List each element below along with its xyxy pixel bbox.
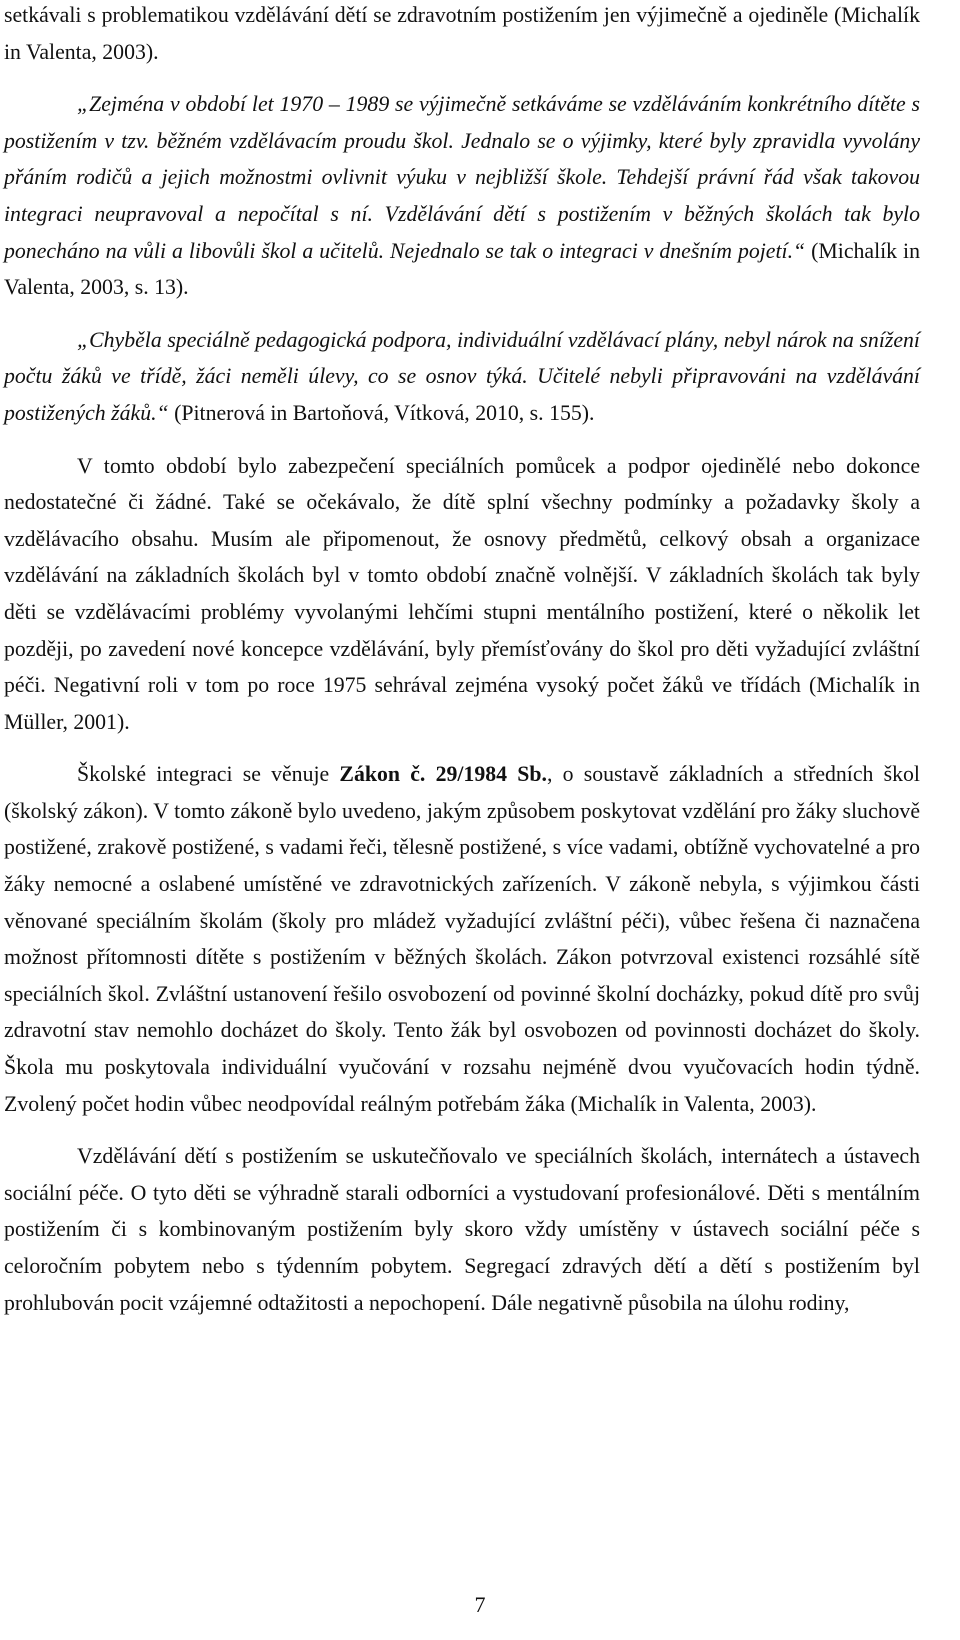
text-run: setkávali s problematikou vzdělávání dětí se zdravotním postižením jen výjimečně a ojediněle (Michalík in Valenta, 2003). bbox=[4, 3, 920, 64]
body-text bbox=[4, 0, 920, 1321]
page-number: 7 bbox=[474, 1592, 486, 1617]
paragraph-4 bbox=[4, 448, 920, 741]
citation: (Michalík in Valenta, 2003, s. 13). bbox=[4, 238, 920, 300]
paragraph-3-quote bbox=[4, 322, 920, 432]
quote-text: „Zejména v období let 1970 – 1989 se výjimečně setkáváme se vzděláváním konkrétního dítěte s postižením v tzv. běžném vzdělávacím proudu škol. Jednalo se o výjimky, které byly zpravidla vyvolány přáním rodičů a jejich možnostmi ovlivnit výuku v nejbližší škole. Tehdejší právní řád však takovou integraci neupravoval a nepočítal s ní. Vzdělávání dětí s postižením v běžných školách tak bylo ponecháno na vůli a libovůli škol a učitelů. Nejednalo se tak o integraci v dnešním pojetí.“ bbox=[4, 92, 920, 263]
text-run: V tomto období bylo zabezpečení speciálních pomůcek a podpor ojedinělé nebo dokonce nedostatečné či žádné. Také se očekávalo, že dítě splní všechny podmínky a požadavky školy a vzdělávacího obsahu. Musím ale připomenout, že osnovy předmětů, celkový obsah a organizace vzdělávání na základních školách byl v tomto období značně volnější. V základních školách tak byly děti se vzdělávacími problémy vyvolanými lehčími stupni mentálního postižení, které o několik let později, po zavedení nové koncepce vzdělávání, byly přemísťovány do škol pro děti vyžadující zvláštní péči. Negativní roli v tom po roce 1975 sehrával zejména vysoký počet žáků ve třídách (Michalík in Müller, 2001). bbox=[4, 453, 920, 734]
citation: (Pitnerová in Bartoňová, Vítková, 2010, s. 155). bbox=[168, 400, 595, 425]
paragraph-5 bbox=[4, 756, 920, 1122]
paragraph-6 bbox=[4, 1138, 920, 1321]
text-run: Vzdělávání dětí s postižením se uskutečňovalo ve speciálních školách, internátech a ústavech sociální péče. O tyto děti se výhradně starali odborníci a vystudovaní profesionálové. Děti s mentálním postižením či s kombinovaným postižením byly skoro vždy umístěny v ústavech sociální péče s celoročním pobytem nebo s týdenním pobytem. Segregací zdravých dětí a dětí s postižením byl prohlubován pocit vzájemné odtažitosti a nepochopení. Dále negativně působila na úlohu rodiny, bbox=[4, 1144, 920, 1315]
quote-text: „Chyběla speciálně pedagogická podpora, individuální vzdělávací plány, nebyl nárok na snížení počtu žáků ve třídě, žáci neměli úlevy, co se osnov týká. Učitelé nebyli připravováni na vzdělávání postižených žáků.“ bbox=[4, 327, 920, 425]
paragraph-2-quote bbox=[4, 86, 920, 306]
paragraph-1 bbox=[4, 0, 920, 70]
text-run: Školské integraci se věnuje bbox=[77, 762, 340, 787]
law-reference: Zákon č. 29/1984 Sb. bbox=[339, 762, 547, 787]
text-run: , o soustavě základních a středních škol (školský zákon). V tomto zákoně bylo uvedeno, jakým způsobem poskytovat vzdělání pro žáky sluchově postižené, zrakově postižené, s vadami řeči, tělesně postižené, s více vadami, obtížně vychovatelné a pro žáky nemocné a oslabené umístěné ve zdravotnických zařízeních. V zákoně nebyla, s výjimkou části věnované speciálním školám (školy pro mládež vyžadující zvláštní péči), vůbec řešena či naznačena možnost přítomnosti dítěte s postižením v běžných školách. Zákon potvrzoval existenci rozsáhlé sítě speciálních škol. Zvláštní ustanovení řešilo osvobození od povinné školní docházky, pokud dítě pro svůj zdravotní stav nemohlo docházet do školy. Tento žák byl osvobozen od povinnosti docházet do školy. Škola mu poskytovala individuální vyučování v rozsahu nejméně dvou vyučovacích hodin týdně. Zvolený počet hodin vůbec neodpovídal reálným potřebám žáka (Michalík in Valenta, 2003). bbox=[4, 762, 920, 1116]
